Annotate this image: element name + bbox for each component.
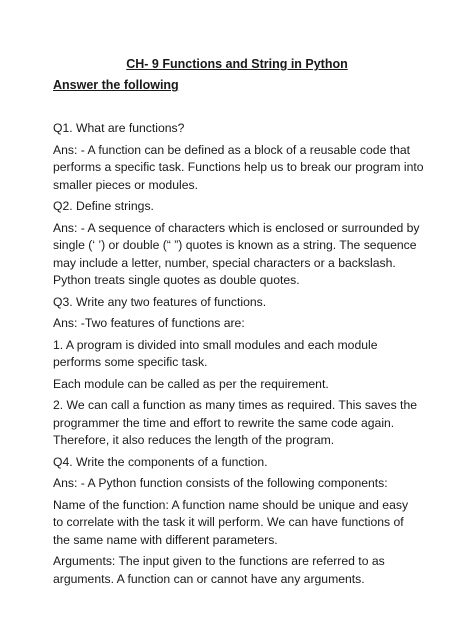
text-line: smaller pieces or modules. [53, 177, 198, 192]
text-line: 1. A program is divided into small modules and each module [53, 337, 378, 352]
text-line: performs some specific task. [53, 355, 208, 369]
question [53, 120, 425, 138]
answer-paragraph [53, 553, 425, 588]
text-line: Name of the function: A function name should be unique and easy [53, 497, 409, 512]
answer-paragraph [53, 142, 425, 195]
text-line: Q4. Write the components of a function. [53, 454, 268, 469]
document-body [53, 120, 425, 592]
answer-paragraph [53, 497, 425, 550]
text-line: Each module can be called as per the requirement. [53, 376, 329, 391]
answer-paragraph [53, 475, 425, 493]
text-line: arguments. A function can or cannot have any arguments. [53, 571, 365, 586]
text-line: Ans: -Two features of functions are: [53, 316, 245, 330]
text-line: Ans: - A Python function consists of the following components: [53, 476, 388, 490]
text-line: Arguments: The input given to the functions are referred to as [53, 554, 385, 568]
answer-paragraph [53, 337, 425, 372]
answer-paragraph [53, 376, 425, 394]
text-line: Therefore, it also reduces the length of the program. [53, 433, 335, 447]
text-line: performs a specific task. Functions help us to break our program into [53, 160, 424, 174]
answer-paragraph [53, 220, 425, 290]
document-title: CH- 9 Functions and String in Python [126, 57, 348, 71]
section-heading: Answer the following [53, 78, 179, 92]
question [53, 454, 425, 472]
text-line: Ans: - A sequence of characters which is enclosed or surrounded by [53, 220, 420, 235]
text-line: single (‘ ’) or double (“ ”) quotes is known as a string. The sequence [53, 238, 417, 252]
text-line: Q3. Write any two features of functions. [53, 294, 267, 309]
answer-paragraph [53, 397, 425, 450]
text-line: Q1. What are functions? [53, 121, 185, 135]
question [53, 198, 425, 216]
question [53, 294, 425, 312]
text-line: Q2. Define strings. [53, 199, 154, 213]
text-line: the same name with different parameters. [53, 532, 278, 547]
text-line: programmer the time and effort to rewrite the same code again. [53, 415, 395, 430]
text-line: to correlate with the task it will perform. We can have functions of [53, 515, 404, 529]
text-line: may include a letter, number, special characters or a backslash. [53, 255, 396, 270]
text-line: 2. We can call a function as many times as required. This saves the [53, 398, 417, 412]
text-line: Python treats single quotes as double quotes. [53, 273, 300, 287]
answer-paragraph [53, 315, 425, 333]
text-line: Ans: - A function can be defined as a block of a reusable code that [53, 142, 411, 157]
